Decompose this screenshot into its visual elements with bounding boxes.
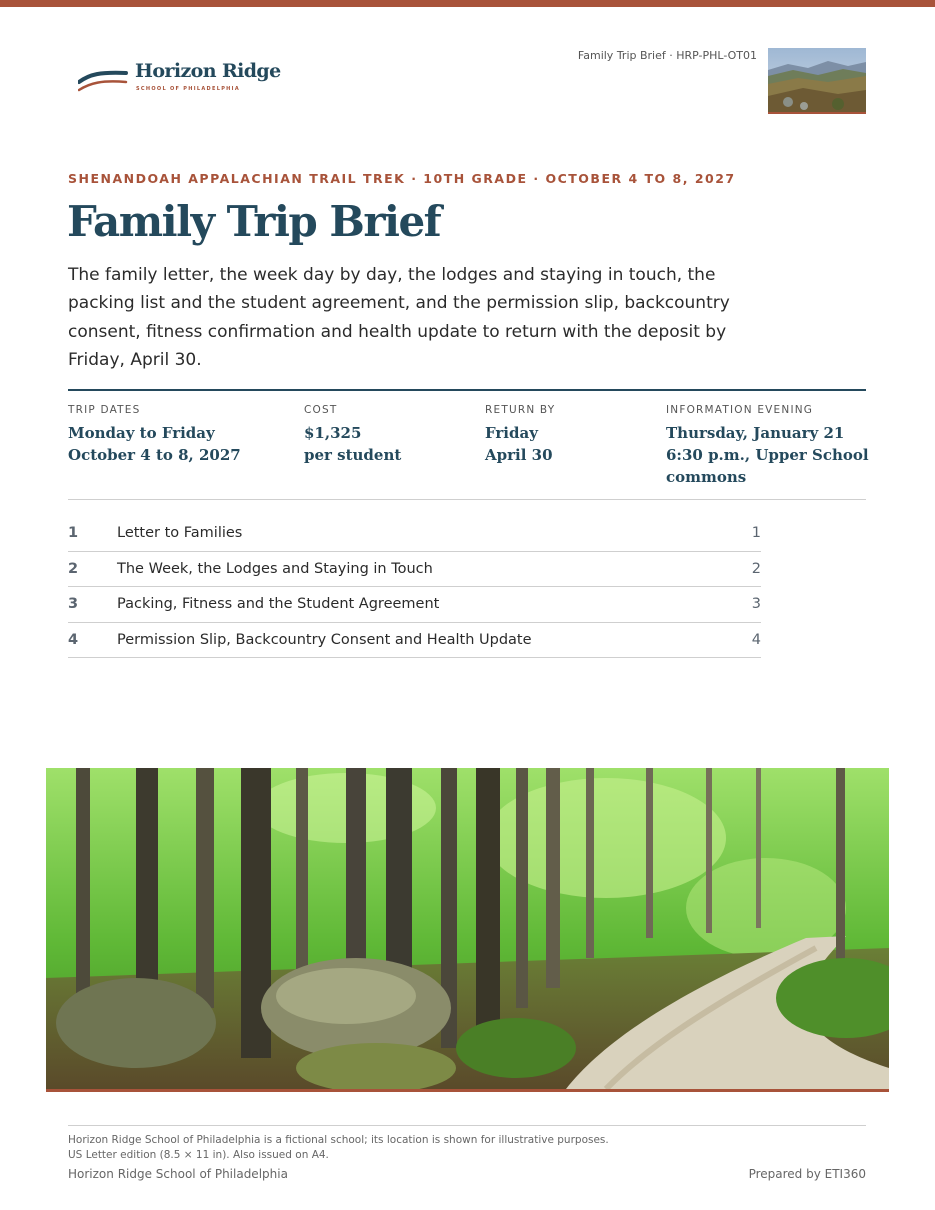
wave-logo-icon	[78, 68, 128, 94]
footer-prepared-by: Prepared by ETI360	[748, 1167, 866, 1181]
footer-rule	[68, 1125, 866, 1126]
toc-number: 4	[68, 631, 79, 648]
toc-number: 2	[68, 560, 79, 577]
facts-top-rule	[68, 389, 866, 391]
fact-label: RETURN BY	[485, 404, 556, 416]
page-title: Family Trip Brief	[67, 197, 441, 246]
toc-title: Letter to Families	[117, 525, 243, 541]
fact-value: 6:30 p.m., Upper School	[666, 446, 869, 464]
table-of-contents	[68, 516, 761, 658]
fact-value: April 30	[485, 446, 553, 464]
toc-title: Permission Slip, Backcountry Consent and Health Update	[117, 631, 532, 648]
toc-title: Packing, Fitness and the Student Agreement	[117, 596, 440, 612]
toc-page: 3	[751, 596, 761, 612]
fact-value: Thursday, January 21	[666, 424, 845, 442]
toc-page: 4	[751, 631, 761, 648]
hero-bottom-rule	[46, 1089, 889, 1092]
fact-cost	[304, 404, 401, 466]
fact-label: COST	[304, 404, 338, 416]
fact-information-evening	[666, 404, 869, 488]
footer-edition-note: US Letter edition (8.5 × 11 in). Also issued on A4.	[68, 1149, 329, 1161]
fact-label: INFORMATION EVENING	[666, 404, 814, 416]
toc-page: 1	[751, 525, 761, 541]
toc-item[interactable]	[68, 516, 761, 552]
fact-value: Friday	[485, 424, 538, 442]
mountain-overlook-photo	[768, 48, 866, 114]
fact-value: commons	[666, 468, 747, 486]
logo-subtitle: SCHOOL OF PHILADELPHIA	[136, 86, 240, 92]
facts-bottom-rule	[68, 499, 866, 500]
toc-number: 1	[68, 525, 79, 541]
fact-value: per student	[304, 446, 402, 464]
top-accent-bar	[0, 0, 935, 7]
trip-kicker: SHENANDOAH APPALACHIAN TRAIL TREK · 10TH GRADE · OCTOBER 4 TO 8, 2027	[68, 171, 736, 186]
toc-item[interactable]	[68, 587, 761, 623]
logo-name: Horizon Ridge	[135, 60, 281, 82]
forest-trail-photo	[46, 768, 889, 1089]
footer-disclaimer: Horizon Ridge School of Philadelphia is a fictional school; its location is shown for illustrative purposes.	[68, 1134, 609, 1146]
fact-value: October 4 to 8, 2027	[68, 446, 241, 464]
toc-title: The Week, the Lodges and Staying in Touch	[117, 560, 433, 577]
toc-item[interactable]	[68, 623, 761, 659]
fact-value: Monday to Friday	[68, 424, 215, 442]
footer-school-name: Horizon Ridge School of Philadelphia	[68, 1167, 288, 1181]
fact-trip-dates	[68, 404, 241, 466]
intro-paragraph: The family letter, the week day by day, the lodges and staying in touch, the packing list and the student agreement, and the permission slip, backcountry consent, fitness confirmation and health update to return with the deposit by Friday, April 30.	[68, 265, 730, 370]
document-id: Family Trip Brief · HRP-PHL-OT01	[577, 49, 757, 62]
fact-return-by	[485, 404, 555, 466]
fact-value: $1,325	[304, 424, 362, 442]
trip-facts	[68, 404, 869, 494]
school-logo	[78, 60, 281, 100]
toc-item[interactable]	[68, 552, 761, 588]
fact-label: TRIP DATES	[68, 404, 141, 416]
toc-page: 2	[751, 560, 761, 577]
toc-number: 3	[68, 596, 79, 612]
